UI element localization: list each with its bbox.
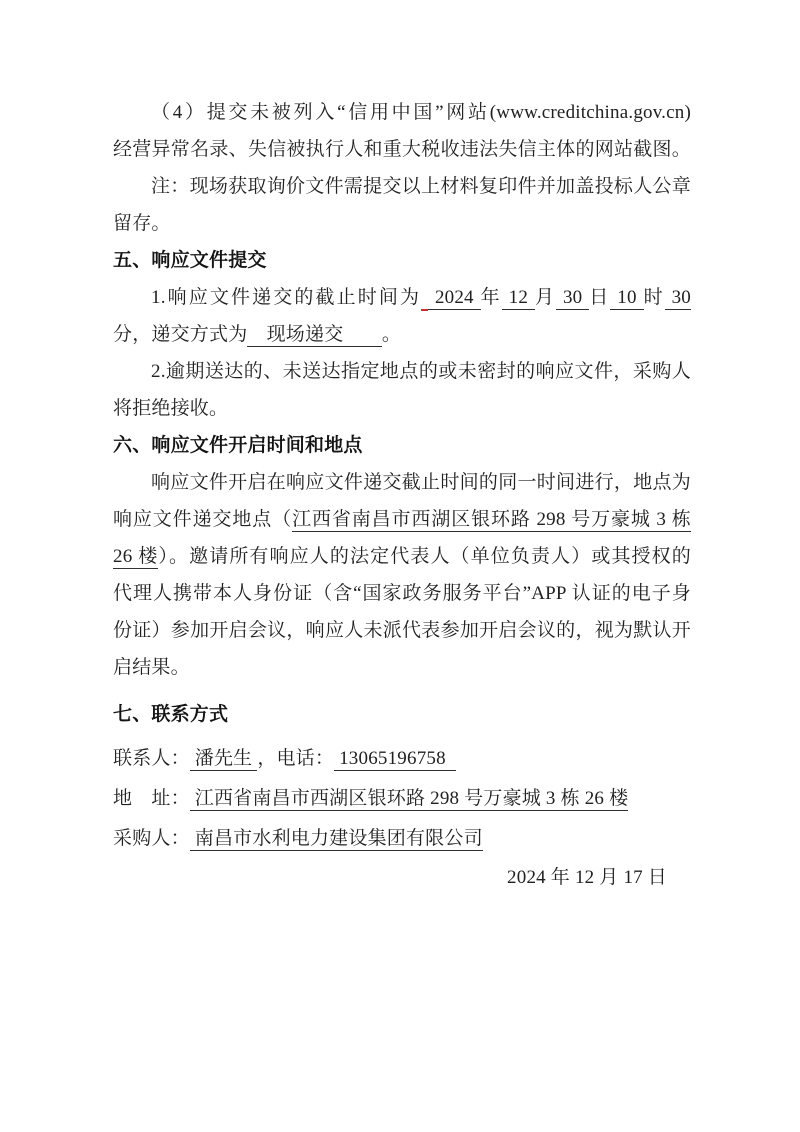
- contact-person-row: [113, 739, 691, 779]
- para-text: 代理人携带本人身份证（含“国家政务服务平台”APP 认证的电子身: [113, 583, 691, 604]
- para-note-line2: [113, 205, 691, 242]
- para-text: （4）提交未被列入“信用中国”网站(www.creditchina.gov.cn): [151, 102, 691, 123]
- para-text: 响应文件开启在响应文件递交截止时间的同一时间进行，地点为: [151, 472, 691, 493]
- heading-text: 七、联系方式: [113, 704, 229, 725]
- doc-date-text: 2024 年 12 月 17 日: [507, 867, 667, 888]
- para-text: 2.逾期送达的、未送达指定地点的或未密封的响应文件，采购人: [151, 361, 691, 382]
- para-note-line1: [113, 168, 691, 205]
- delivery-prefix: 分，递交方式为: [113, 324, 248, 345]
- doc-date: [113, 859, 691, 896]
- contact-purchaser-label: 采购人：: [113, 828, 190, 849]
- para-credit-china-line1: [113, 94, 691, 131]
- blank-year: 2024: [428, 287, 481, 308]
- para-text: 注：现场获取询价文件需提交以上材料复印件并加盖投标人公章: [151, 176, 691, 197]
- document-body: [113, 94, 691, 896]
- contact-address-row: [113, 779, 691, 819]
- para-credit-china-line2: [113, 131, 691, 168]
- blank-minute: 30: [664, 287, 692, 308]
- para-opening-line4: [113, 575, 691, 612]
- contact-purchaser-value: 南昌市水利电力建设集团有限公司: [189, 828, 483, 849]
- contact-purchaser-row: [113, 819, 691, 859]
- para-overdue-line1: [113, 353, 691, 390]
- para-text: 经营异常名录、失信被执行人和重大税收违法失信主体的网站截图。: [113, 139, 691, 160]
- blank-day: 30: [556, 287, 590, 308]
- contact-person-label: 联系人：: [113, 748, 190, 769]
- para-opening-line5: [113, 612, 691, 649]
- blank-delivery-method: 现场递交: [247, 324, 382, 345]
- heading-text: 五、响应文件提交: [113, 250, 267, 271]
- label-day: 日: [589, 287, 611, 308]
- deadline-prefix: 1.响应文件递交的截止时间为: [151, 287, 422, 308]
- address-underlined: 江西省南昌市西湖区银环路 298 号万豪城 3 栋: [292, 509, 691, 530]
- para-text: 留存。: [113, 213, 171, 234]
- contact-person-value: 潘先生: [189, 748, 258, 769]
- para-deadline-line1: [113, 279, 691, 316]
- para-text: 启结果。: [113, 657, 190, 678]
- contact-address-label: 地 址：: [113, 788, 190, 809]
- heading-section-5: [113, 242, 691, 279]
- label-year: 年: [480, 287, 502, 308]
- para-text: ）。邀请所有响应人的法定代表人（单位负责人）或其授权的: [158, 546, 691, 567]
- para-text: 响应文件递交地点（: [113, 509, 293, 530]
- para-deadline-line2: [113, 316, 691, 353]
- label-month: 月: [534, 287, 557, 308]
- contact-phone-value: 13065196758: [334, 748, 456, 769]
- para-text: 将拒绝接收。: [113, 398, 229, 419]
- heading-section-6: [113, 427, 691, 464]
- para-overdue-line2: [113, 390, 691, 427]
- address-underlined-cont: 26 楼: [113, 546, 159, 567]
- para-opening-line1: [113, 464, 691, 501]
- heading-section-7: [113, 696, 691, 733]
- contact-address-value: 江西省南昌市西湖区银环路 298 号万豪城 3 栋 26 楼: [189, 788, 629, 809]
- heading-text: 六、响应文件开启时间和地点: [113, 435, 363, 456]
- para-opening-line6: [113, 649, 691, 686]
- contact-phone-label: ，电话：: [257, 748, 335, 769]
- label-hour: 时: [643, 287, 665, 308]
- sentence-period: 。: [381, 324, 402, 345]
- blank-hour: 10: [610, 287, 644, 308]
- para-text: 份证）参加开启会议，响应人未派代表参加开启会议的，视为默认开: [113, 620, 691, 641]
- blank-month: 12: [501, 287, 535, 308]
- para-opening-line3: [113, 538, 691, 575]
- para-opening-line2: [113, 501, 691, 538]
